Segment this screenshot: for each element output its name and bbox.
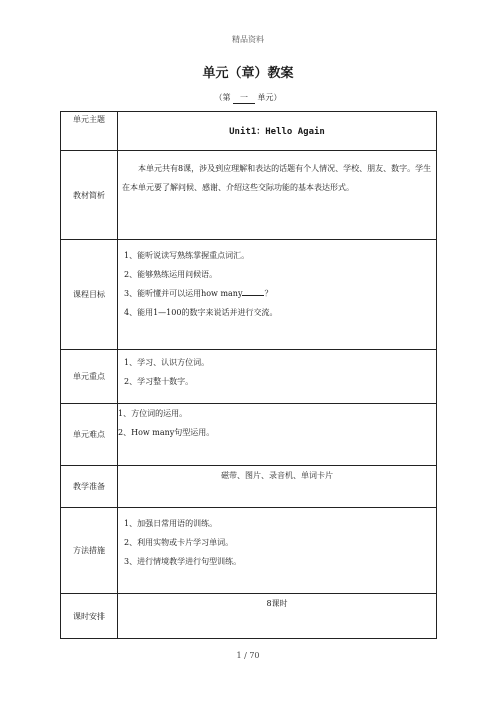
goal-item-4: 4、能用1—100的数字来说话并进行交流。 (124, 308, 278, 317)
row-difficulties (61, 404, 437, 466)
method-3: 3、进行情境教学进行句型训练。 (124, 557, 242, 566)
header-note: 精品资料 (232, 35, 264, 44)
goal-item-3-text: 3、能听懂并可以运用how many (124, 289, 243, 298)
difficulties-list (118, 404, 432, 442)
unit-subtitle (0, 92, 496, 104)
label-analysis: 教材简析 (61, 151, 118, 240)
prep-value: 磁带、图片、录音机、单词卡片 (118, 466, 437, 508)
row-goals (61, 240, 437, 350)
row-analysis (61, 151, 437, 240)
label-prep: 教学准备 (61, 466, 118, 508)
label-goals: 课程目标 (61, 240, 118, 350)
analysis-text: 本单元共有8课，涉及到应理解和表达的话题有个人情况、学校、朋友、数字。学生在本单元要了解问候、感谢、介绍这些交际功能的基本表达形式。 (122, 164, 432, 192)
row-theme (61, 112, 437, 151)
difficulty-1: 1、方位词的运用。 (118, 409, 188, 418)
subtitle-suffix: 单元） (257, 93, 282, 102)
label-methods: 方法措施 (61, 508, 118, 594)
method-1: 1、加强日常用语的训练。 (124, 519, 218, 528)
goal-item-3-suffix: ？ (264, 289, 273, 298)
goal-item-3 (124, 284, 432, 303)
goal-item-1: 1、能听说读写熟练掌握重点词汇。 (124, 251, 250, 260)
unit-number-blank: 一 (233, 92, 255, 104)
methods-list (122, 514, 432, 571)
row-schedule (61, 594, 437, 639)
label-theme: 单元主题 (61, 112, 118, 151)
page-title: 单元（章）教案 (202, 66, 294, 81)
methods-cell (118, 508, 437, 594)
difficulty-2: 2、How many句型运用。 (118, 428, 215, 437)
page-number: 1 / 70 (236, 651, 260, 660)
goal-item-3-blank (242, 295, 264, 296)
difficulties-cell (118, 404, 437, 466)
goals-list (122, 246, 432, 322)
method-2: 2、利用实物或卡片学习单词。 (124, 538, 234, 547)
analysis-cell (118, 151, 437, 240)
label-difficulties: 单元难点 (61, 404, 118, 466)
row-key-points (61, 350, 437, 404)
label-schedule: 课时安排 (61, 594, 118, 639)
key-point-1: 1、学习、认识方位词。 (124, 358, 210, 367)
lesson-plan-table (60, 111, 437, 639)
label-key-points: 单元重点 (61, 350, 118, 404)
theme-value: Unit1：Hello Again (118, 112, 437, 151)
row-prep (61, 466, 437, 508)
row-methods (61, 508, 437, 594)
key-points-list (122, 353, 432, 391)
goal-item-2: 2、能够熟练运用问候语。 (124, 270, 218, 279)
key-point-2: 2、学习整十数字。 (124, 377, 194, 386)
subtitle-prefix: （第 (214, 93, 231, 102)
key-points-cell (118, 350, 437, 404)
schedule-value: 8课时 (118, 594, 437, 639)
goals-cell (118, 240, 437, 350)
